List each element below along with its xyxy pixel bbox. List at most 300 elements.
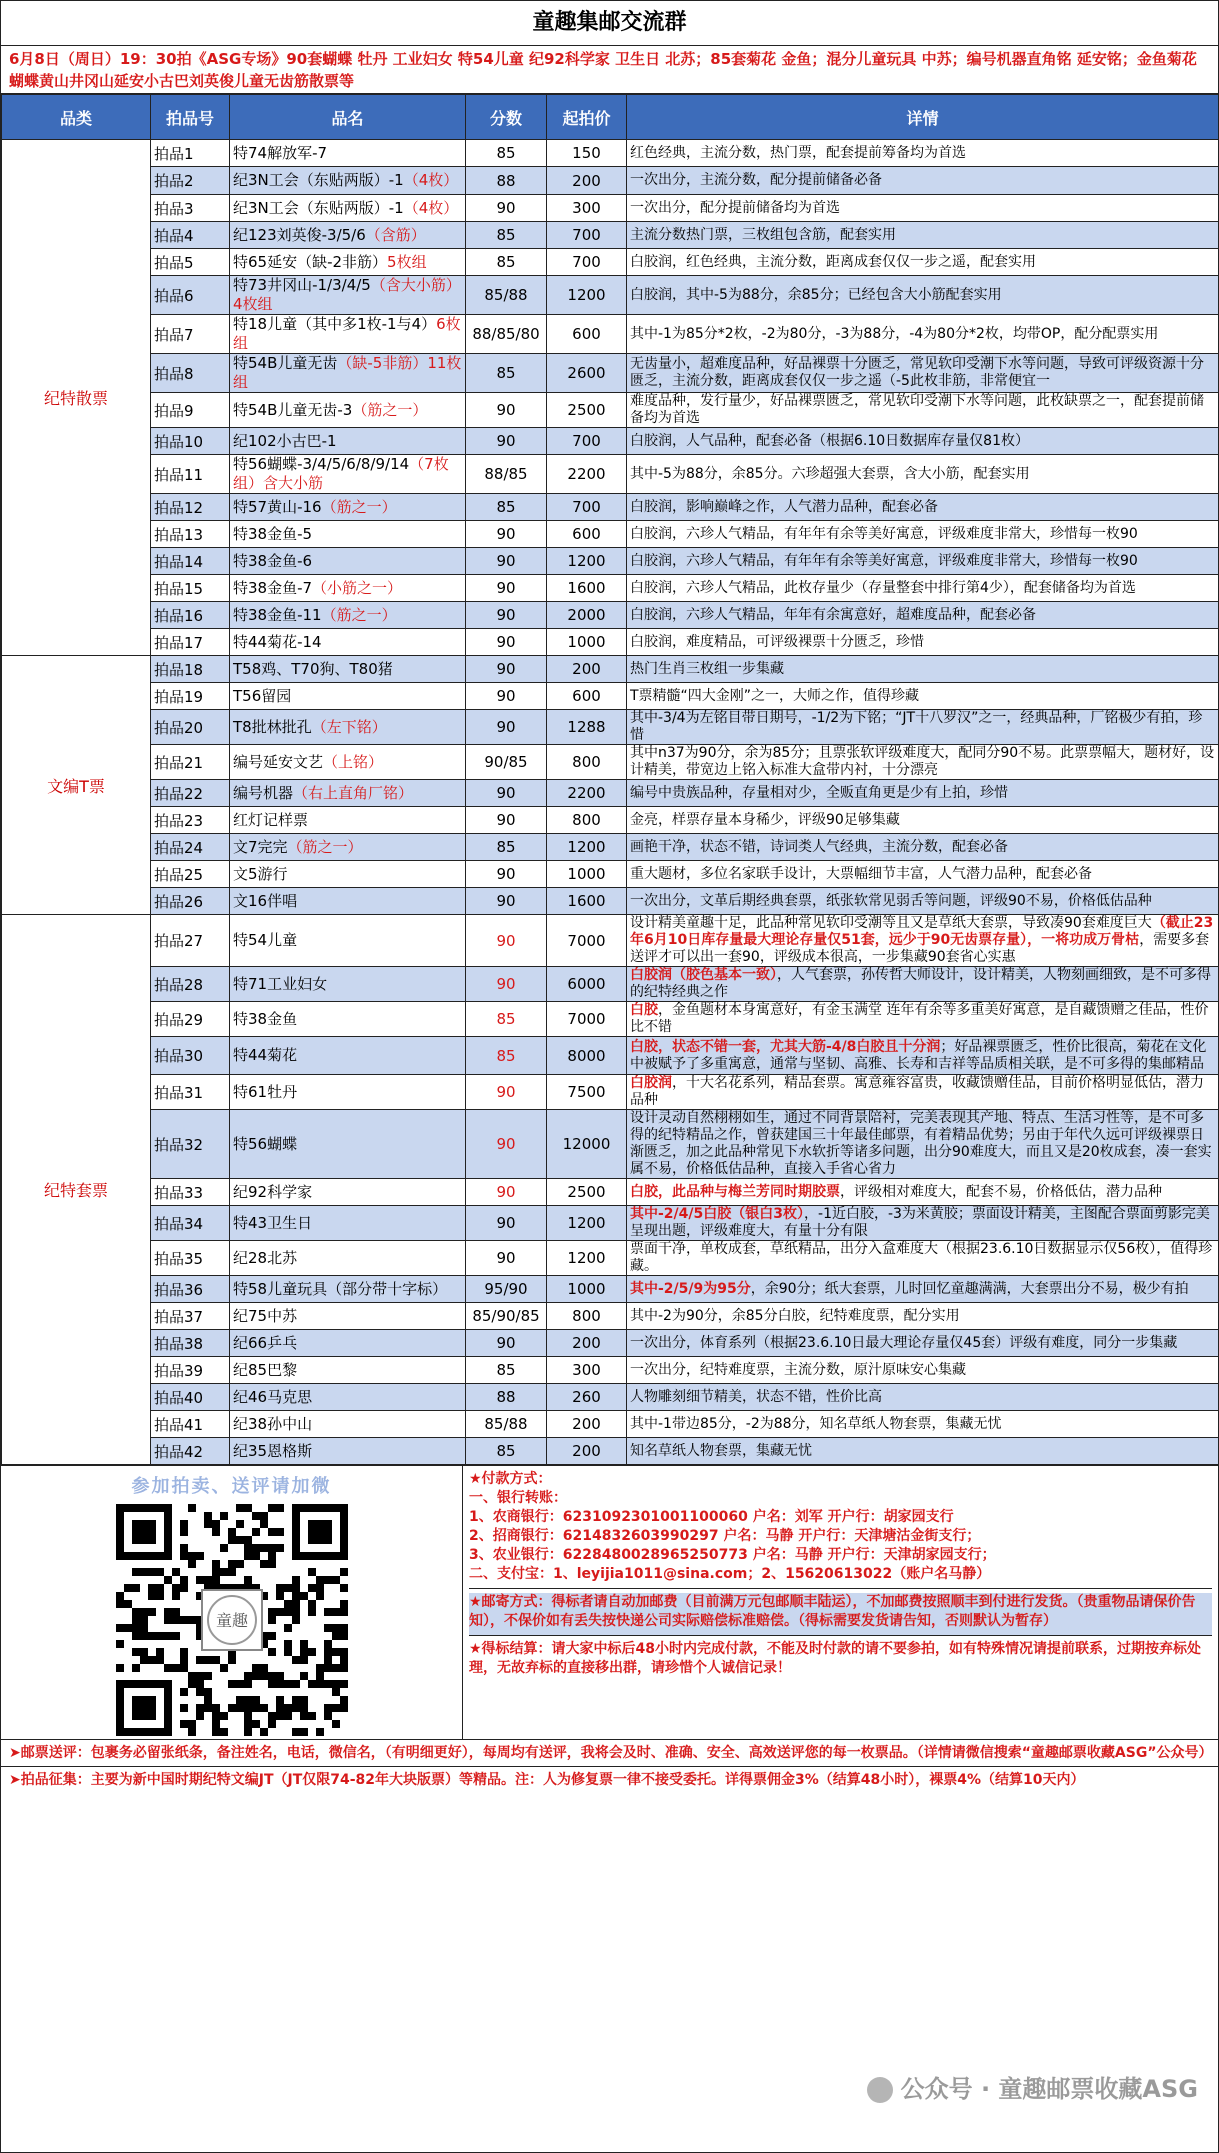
lot-detail	[627, 548, 1219, 575]
lot-detail	[627, 494, 1219, 521]
lot-name-highlight: （筋之一）	[287, 837, 363, 856]
lot-detail-text: 白胶润（胶色基本一致）	[630, 967, 777, 983]
lot-detail-text: ，金鱼题材本身寓意好，有金玉满堂 连年有余等多重美好寓意，是自藏馈赠之佳品，性价比不错	[630, 1002, 1209, 1035]
lot-name-text: 纪46马克思	[233, 1387, 313, 1406]
table-row	[2, 888, 1219, 915]
lot-grade: 88	[466, 1384, 547, 1411]
table-row	[2, 393, 1219, 428]
lot-name-text: 纪85巴黎	[233, 1360, 298, 1379]
lot-name	[230, 915, 466, 967]
table-row	[2, 1206, 1219, 1241]
lot-number: 拍品7	[151, 315, 230, 354]
table-row	[2, 195, 1219, 222]
lot-name	[230, 1241, 466, 1276]
table-row	[2, 222, 1219, 249]
lot-detail-text: 其中-5为88分，余85分。六珍超强大套票，含大小筋，配套实用	[630, 465, 1030, 482]
lot-name-text: 纪28北苏	[233, 1248, 298, 1267]
lot-price: 200	[547, 167, 627, 195]
lot-detail-text: ，余90分；纸大套票，儿时回忆童趣满满，大套票出分不易，极少有拍	[750, 1280, 1189, 1297]
lot-number: 拍品16	[151, 602, 230, 629]
lot-detail	[627, 1438, 1219, 1465]
lot-price: 600	[547, 315, 627, 354]
lot-grade: 90	[466, 683, 547, 710]
lot-detail	[627, 602, 1219, 629]
table-row	[2, 780, 1219, 807]
mail-appraisal-note: ➤邮票送评：包裹务必留张纸条，备注姓名，电话，微信名，（有明细更好），每周均有送评，我将会及时、准确、安全、高效送评您的每一枚票品。（详情请微信搜索“童趣邮票收藏ASG”公众号）	[1, 1740, 1218, 1767]
lot-price: 700	[547, 428, 627, 455]
lot-detail-text: 编号中贵族品种，存量相对少，全贩直角更是少有上拍，珍惜	[630, 784, 1008, 801]
table-row	[2, 1002, 1219, 1037]
lot-name-highlight: （缺-5非筋）11枚组	[233, 354, 462, 391]
table-row	[2, 1411, 1219, 1438]
lot-detail-text: 白胶润，六珍人气精品，此枚存量少（存量整套中排行第4少），配套储备均为首选	[630, 579, 1136, 596]
lot-name-text: 特57黄山-16	[233, 497, 322, 516]
table-row	[2, 249, 1219, 276]
table-row	[2, 1438, 1219, 1465]
lot-detail	[627, 1330, 1219, 1357]
lot-name	[230, 1411, 466, 1438]
lot-number: 拍品20	[151, 710, 230, 745]
lot-detail-text: T票精髓“四大金刚”之一，大师之作，值得珍藏	[630, 687, 920, 704]
lot-name	[230, 315, 466, 354]
lot-number: 拍品9	[151, 393, 230, 428]
lot-number: 拍品36	[151, 1276, 230, 1303]
lot-name-text: 纪123刘英俊-3/5/6	[233, 225, 366, 244]
lot-detail	[627, 354, 1219, 393]
lot-grade: 90	[466, 602, 547, 629]
lot-name-text: 文7完完	[233, 837, 288, 856]
lot-price: 1288	[547, 710, 627, 745]
lot-detail	[627, 140, 1219, 167]
lot-detail	[627, 1411, 1219, 1438]
lot-number: 拍品8	[151, 354, 230, 393]
lot-detail	[627, 1002, 1219, 1037]
lot-detail-text: 白胶润，六珍人气精品，有年年有余等美好寓意，评级难度非常大，珍惜每一枚90	[630, 525, 1138, 542]
lot-detail	[627, 745, 1219, 780]
lot-number: 拍品29	[151, 1002, 230, 1037]
lot-grade: 90	[466, 1110, 547, 1179]
lot-name-highlight: （含大小筋）4枚组	[233, 276, 461, 313]
lot-grade: 90	[466, 428, 547, 455]
lot-detail	[627, 915, 1219, 967]
lot-number: 拍品25	[151, 861, 230, 888]
header-grade: 分数	[466, 95, 547, 140]
lot-detail-text: 白胶	[630, 1002, 658, 1018]
table-row	[2, 1179, 1219, 1206]
lot-name-highlight: 5枚组	[387, 252, 427, 271]
table-row	[2, 1384, 1219, 1411]
table-row	[2, 1241, 1219, 1276]
table-header-row	[2, 95, 1219, 140]
lot-number: 拍品14	[151, 548, 230, 575]
lot-name	[230, 393, 466, 428]
table-row	[2, 521, 1219, 548]
lot-name	[230, 656, 466, 683]
lot-detail-text: 白胶，此品种与梅兰芳同时期胶票	[630, 1183, 840, 1200]
lot-grade: 90	[466, 1241, 547, 1276]
lot-number: 拍品23	[151, 807, 230, 834]
lot-grade: 85	[466, 354, 547, 393]
lot-detail-text: 重大题材，多位名家联手设计，大票幅细节丰富，人气潜力品种，配套必备	[630, 865, 1092, 882]
lot-detail	[627, 195, 1219, 222]
lot-price: 2500	[547, 1179, 627, 1206]
table-row	[2, 1357, 1219, 1384]
lot-detail-text: 白胶润，影响巅峰之作，人气潜力品种，配套必备	[630, 498, 938, 515]
alipay-info: 二、支付宝：1、leyijia1011@sina.com；2、15620613022（账户名马静）	[469, 1566, 991, 1582]
lot-detail	[627, 1384, 1219, 1411]
lot-grade: 95/90	[466, 1276, 547, 1303]
lot-grade: 88/85/80	[466, 315, 547, 354]
lot-name-text: 特38金鱼-11	[233, 605, 322, 624]
lot-name-text: 文16伴唱	[233, 891, 298, 910]
lot-name-text: 特61牡丹	[233, 1082, 298, 1101]
lot-detail	[627, 393, 1219, 428]
lot-name	[230, 1002, 466, 1037]
shipping-info: ★邮寄方式：得标者请自动加邮费（目前满万元包邮顺丰陆运），不加邮费按照顺丰到付进行发货。（贵重物品请保价告知），不保价如有丢失按快递公司实际赔偿标准赔偿。（得标需要发货请告知，否则默认为暂存）	[469, 1593, 1212, 1636]
lot-grade: 90	[466, 629, 547, 656]
lot-name	[230, 967, 466, 1002]
lot-number: 拍品2	[151, 167, 230, 195]
category-cell: 纪特套票	[2, 915, 151, 1465]
lot-grade: 90	[466, 575, 547, 602]
lot-grade: 88/85	[466, 455, 547, 494]
lot-price: 12000	[547, 1110, 627, 1179]
lot-detail	[627, 222, 1219, 249]
table-row	[2, 354, 1219, 393]
table-row	[2, 428, 1219, 455]
lot-detail-text: 设计精美童趣十足，此品种常见软印受潮等且又是草纸大套票，导致凑90套难度巨大	[630, 915, 1152, 931]
bank-account-1: 1、农商银行：6231092301001100060 户名：刘军 开户行：胡家园支行	[469, 1509, 954, 1525]
table-row	[2, 745, 1219, 780]
lot-price: 1000	[547, 861, 627, 888]
table-row	[2, 834, 1219, 861]
lot-detail-text: 其中-1带边85分，-2为88分，知名草纸人物套票，集藏无忧	[630, 1415, 1002, 1432]
lot-price: 8000	[547, 1037, 627, 1075]
lot-grade: 90	[466, 780, 547, 807]
lot-grade: 90	[466, 1179, 547, 1206]
lot-name	[230, 710, 466, 745]
lot-name	[230, 888, 466, 915]
lot-number: 拍品5	[151, 249, 230, 276]
table-row	[2, 629, 1219, 656]
lot-detail-text: 一次出分，纪特难度票，主流分数，原汁原味安心集藏	[630, 1361, 966, 1378]
qr-code-image[interactable]	[116, 1504, 348, 1736]
qr-logo-text: 童趣	[215, 1611, 248, 1630]
lot-name	[230, 222, 466, 249]
lot-name	[230, 1330, 466, 1357]
lot-price: 1200	[547, 1241, 627, 1276]
lot-grade: 90	[466, 888, 547, 915]
wechat-icon	[867, 2077, 893, 2103]
lot-number: 拍品18	[151, 656, 230, 683]
lot-detail-text: ，十大名花系列，精品套票。寓意雍容富贵，收藏馈赠佳品，目前价格明显低估，潜力品种	[630, 1075, 1204, 1108]
lot-grade: 85	[466, 1037, 547, 1075]
lot-detail-text: 一次出分，主流分数，配分提前储备必备	[630, 172, 882, 188]
lot-detail-text: 画艳干净，状态不错，诗词类人气经典，主流分数，配套必备	[630, 838, 1008, 855]
lot-name-text: 编号机器	[233, 783, 294, 802]
lot-number: 拍品37	[151, 1303, 230, 1330]
lot-grade: 85	[466, 494, 547, 521]
lot-name	[230, 1357, 466, 1384]
table-row	[2, 1303, 1219, 1330]
lot-name	[230, 629, 466, 656]
lot-grade: 90	[466, 1075, 547, 1110]
lot-name-text: 特38金鱼	[233, 1009, 298, 1028]
lot-detail-text: （截止23年6月10日库存量最大理论存量仅51套，远少于90无齿票存量），一将功成万骨枯	[630, 915, 1214, 948]
lot-grade: 85	[466, 249, 547, 276]
lot-price: 200	[547, 1411, 627, 1438]
lot-name	[230, 1037, 466, 1075]
lot-detail	[627, 888, 1219, 915]
lot-grade: 90	[466, 967, 547, 1002]
lot-detail	[627, 249, 1219, 276]
lot-grade: 85	[466, 834, 547, 861]
lot-detail-text: 一次出分，体育系列（根据23.6.10日最大理论存量仅45套）评级有难度，同分一步集藏	[630, 1334, 1178, 1351]
lot-grade: 90	[466, 548, 547, 575]
lot-price: 800	[547, 1303, 627, 1330]
lot-detail-text: 票面干净，单枚成套，草纸精品，出分入盒难度大（根据23.6.10日数据显示仅56枚），值得珍藏。	[630, 1241, 1213, 1274]
lot-price: 2200	[547, 455, 627, 494]
lot-detail-text: 无齿量小，超难度品种，好品裸票十分匮乏，常见软印受潮下水等问题，导致可评级资源十分匮乏，主流分数，距离成套仅仅一步之遥（-5此枚非筋，非常便宜一	[630, 356, 1204, 389]
lot-number: 拍品32	[151, 1110, 230, 1179]
lot-name-text: 特38金鱼-7	[233, 578, 313, 597]
lot-price: 2600	[547, 354, 627, 393]
table-row	[2, 494, 1219, 521]
lot-number: 拍品38	[151, 1330, 230, 1357]
lot-price: 1200	[547, 1206, 627, 1241]
lot-name-highlight: （4枚）	[403, 171, 459, 189]
lot-number: 拍品39	[151, 1357, 230, 1384]
qr-caption: 参加拍卖、送评请加微	[131, 1476, 332, 1497]
lot-number: 拍品30	[151, 1037, 230, 1075]
lot-price: 1200	[547, 276, 627, 315]
wechat-watermark: 公众号 · 童趣邮票收藏ASG	[867, 2069, 1198, 2104]
lot-name	[230, 1075, 466, 1110]
lot-price: 800	[547, 807, 627, 834]
lot-detail	[627, 967, 1219, 1002]
lot-number: 拍品42	[151, 1438, 230, 1465]
lot-detail-text: 设计灵动自然栩栩如生，通过不同背景陪衬，完美表现其产地、特点、生活习性等，是不可多得的纪特精品之作，曾获建国三十年最佳邮票，有着精品优势；另由于年代久远可评级裸票日渐匮乏，加之此品种常见下水软折等诸多问题，出分90难度大，而且又是20枚成套，凑一套实属不易，价格低估品种，直接入手省心省力	[630, 1110, 1212, 1177]
lot-name-highlight: （小筋之一）	[312, 578, 403, 597]
notes-section	[1, 1739, 1218, 1793]
lot-name-highlight: （左下铭）	[311, 717, 387, 736]
lot-grade: 88	[466, 167, 547, 195]
lot-grade: 90	[466, 915, 547, 967]
category-cell: 纪特散票	[2, 140, 151, 656]
lot-name	[230, 1276, 466, 1303]
lot-detail	[627, 861, 1219, 888]
lot-grade: 85	[466, 1002, 547, 1037]
lot-name-text: 特38金鱼-6	[233, 551, 313, 570]
lot-number: 拍品26	[151, 888, 230, 915]
lot-detail	[627, 1206, 1219, 1241]
table-row	[2, 683, 1219, 710]
lot-detail-text: 白胶润，其中-5为88分，余85分；已经包含大小筋配套实用	[630, 286, 1002, 303]
lot-number: 拍品40	[151, 1384, 230, 1411]
lot-detail-text: 一次出分，配分提前储备均为首选	[630, 199, 840, 216]
lot-name-text: 纪35恩格斯	[233, 1441, 313, 1460]
lot-detail	[627, 276, 1219, 315]
table-row	[2, 861, 1219, 888]
lot-detail	[627, 656, 1219, 683]
lot-name-text: 纪3N工会（东贴两版）-1	[233, 198, 404, 217]
lot-number: 拍品28	[151, 967, 230, 1002]
lot-name-text: 文5游行	[233, 864, 288, 883]
lot-name-highlight: （筋之一）	[321, 605, 397, 624]
lot-price: 260	[547, 1384, 627, 1411]
lot-number: 拍品4	[151, 222, 230, 249]
lot-grade: 85	[466, 1438, 547, 1465]
lot-detail-text: 人物雕刻细节精美，状态不错，性价比高	[630, 1388, 882, 1405]
lot-grade: 85/90/85	[466, 1303, 547, 1330]
lot-detail	[627, 834, 1219, 861]
lot-detail-text: 主流分数热门票，三枚组包含筋，配套实用	[630, 226, 896, 243]
lot-detail-text: 白胶润，人气品种，配套必备（根据6.10日数据库存量仅81枚）	[630, 432, 1029, 449]
lot-name-text: 特44菊花-14	[233, 632, 322, 651]
lot-price: 700	[547, 494, 627, 521]
header-detail: 详情	[627, 95, 1219, 140]
lot-name-text: 特56蝴蝶	[233, 1134, 298, 1153]
lot-price: 1200	[547, 548, 627, 575]
bottom-section	[1, 1465, 1218, 1739]
lot-grade: 90	[466, 656, 547, 683]
table-row	[2, 710, 1219, 745]
table-row	[2, 548, 1219, 575]
lot-name-text: 特18儿童（其中多1枚-1与4）	[233, 315, 437, 333]
auction-subtitle: 6月8日（周日）19：30拍《ASG专场》90套蝴蝶 牡丹 工业妇女 特54儿童 纪92科学家 卫生日 北苏；85套菊花 金鱼；混分儿童玩具 中苏；编号机器直角铭 延安铭；金鱼菊花蝴蝶黄山井冈山延安小古巴刘英俊儿童无齿筋散票等	[1, 46, 1218, 94]
lot-detail	[627, 428, 1219, 455]
lot-detail	[627, 1075, 1219, 1110]
lot-name-highlight: （筋之一）	[321, 497, 397, 516]
lot-name-text: 特54B儿童无齿-3	[233, 400, 353, 419]
lot-name	[230, 521, 466, 548]
lot-number: 拍品19	[151, 683, 230, 710]
lot-name	[230, 683, 466, 710]
lot-detail	[627, 167, 1219, 195]
lot-grade: 85	[466, 140, 547, 167]
lot-number: 拍品13	[151, 521, 230, 548]
lot-name	[230, 1179, 466, 1206]
lot-detail-text: 一次出分，文革后期经典套票，纸张软常见弱舌等问题，评级90不易，价格低估品种	[630, 892, 1152, 909]
lot-name-text: 纪75中苏	[233, 1306, 298, 1325]
lot-number: 拍品31	[151, 1075, 230, 1110]
lot-name-text: 特73井冈山-1/3/4/5	[233, 276, 371, 294]
lot-grade: 85	[466, 1357, 547, 1384]
lot-name	[230, 1438, 466, 1465]
payment-heading: ★付款方式：	[469, 1471, 552, 1487]
lot-name	[230, 548, 466, 575]
table-row	[2, 1075, 1219, 1110]
lot-number: 拍品3	[151, 195, 230, 222]
lot-name-text: T56留园	[233, 686, 292, 705]
lot-price: 1000	[547, 629, 627, 656]
lot-name	[230, 1110, 466, 1179]
lot-detail-text: 白胶润，六珍人气精品，有年年有余等美好寓意，评级难度非常大，珍惜每一枚90	[630, 552, 1138, 569]
lot-name-text: 红灯记样票	[233, 810, 309, 829]
lot-name	[230, 1303, 466, 1330]
lot-detail	[627, 1303, 1219, 1330]
lot-detail	[627, 780, 1219, 807]
lot-number: 拍品11	[151, 455, 230, 494]
lot-number: 拍品15	[151, 575, 230, 602]
lot-name-text: 纪38孙中山	[233, 1414, 313, 1433]
lot-number: 拍品17	[151, 629, 230, 656]
lot-price: 300	[547, 1357, 627, 1384]
table-row	[2, 1276, 1219, 1303]
table-row	[2, 140, 1219, 167]
lot-detail-text: 白胶润，六珍人气精品，年年有余寓意好，超难度品种，配套必备	[630, 606, 1036, 623]
lot-price: 600	[547, 521, 627, 548]
category-cell: 文编T票	[2, 656, 151, 915]
lot-name	[230, 745, 466, 780]
table-row	[2, 915, 1219, 967]
lot-price: 300	[547, 195, 627, 222]
lot-detail	[627, 521, 1219, 548]
lot-price: 2500	[547, 393, 627, 428]
lot-price: 1600	[547, 888, 627, 915]
lot-price: 2000	[547, 602, 627, 629]
lot-name	[230, 494, 466, 521]
lot-detail-text: ；好品裸票匮乏，性价比很高，菊花在文化中被赋予了多重寓意，通常与坚韧、高雅、长寿和吉祥等品质相关联，是不可多得的集邮精品	[630, 1038, 1207, 1072]
lot-name-text: 特58儿童玩具（部分带十字标）	[233, 1279, 448, 1298]
lot-name	[230, 195, 466, 222]
lot-name-text: 特44菊花	[233, 1046, 298, 1064]
lot-detail	[627, 710, 1219, 745]
payment-panel	[463, 1466, 1218, 1739]
lot-price: 1000	[547, 1276, 627, 1303]
lot-name	[230, 861, 466, 888]
lot-name	[230, 1206, 466, 1241]
lot-number: 拍品24	[151, 834, 230, 861]
lot-name-text: 特56蝴蝶-3/4/5/6/8/9/14	[233, 455, 410, 473]
lot-grade: 90	[466, 393, 547, 428]
lot-detail	[627, 455, 1219, 494]
lot-detail-text: 知名草纸人物套票，集藏无忧	[630, 1442, 812, 1459]
lot-detail-text: ，人气套票，孙传哲大师设计，设计精美，人物刻画细致，是不可多得的纪特经典之作	[630, 967, 1211, 1000]
lot-detail	[627, 1276, 1219, 1303]
lot-price: 7000	[547, 1002, 627, 1037]
table-row	[2, 1110, 1219, 1179]
lot-name-highlight: （4枚）	[403, 198, 459, 217]
table-row	[2, 167, 1219, 195]
lot-number: 拍品27	[151, 915, 230, 967]
bank-transfer-title: 一、银行转账：	[469, 1490, 567, 1506]
header-price: 起拍价	[547, 95, 627, 140]
payment-methods	[469, 1470, 1212, 1589]
lot-detail-text: 其中-2为90分，余85分白胶，纪特难度票，配分实用	[630, 1307, 960, 1324]
lot-name	[230, 1384, 466, 1411]
lot-grade: 85/88	[466, 276, 547, 315]
lot-name-text: 纪102小古巴-1	[233, 431, 337, 450]
lot-name	[230, 807, 466, 834]
lot-name-text: 特71工业妇女	[233, 974, 328, 993]
lot-grade: 85	[466, 222, 547, 249]
lot-name-text: 纪92科学家	[233, 1182, 313, 1201]
lot-name	[230, 249, 466, 276]
lot-grade: 90/85	[466, 745, 547, 780]
lot-price: 700	[547, 249, 627, 276]
lot-name-text: 特65延安（缺-2非筋）	[233, 252, 388, 271]
lot-name	[230, 575, 466, 602]
lot-name	[230, 455, 466, 494]
lot-number: 拍品35	[151, 1241, 230, 1276]
lot-solicitation-note: ➤拍品征集：主要为新中国时期纪特文编JT（JT仅限74-82年大块版票）等精品。注：人为修复票一律不接受委托。详得票佣金3%（结算48小时），裸票4%（结算10天内）	[9, 1772, 1085, 1788]
qr-panel	[1, 1466, 463, 1739]
lot-name	[230, 140, 466, 167]
lot-detail	[627, 807, 1219, 834]
lot-grade: 90	[466, 710, 547, 745]
lot-detail	[627, 1037, 1219, 1075]
